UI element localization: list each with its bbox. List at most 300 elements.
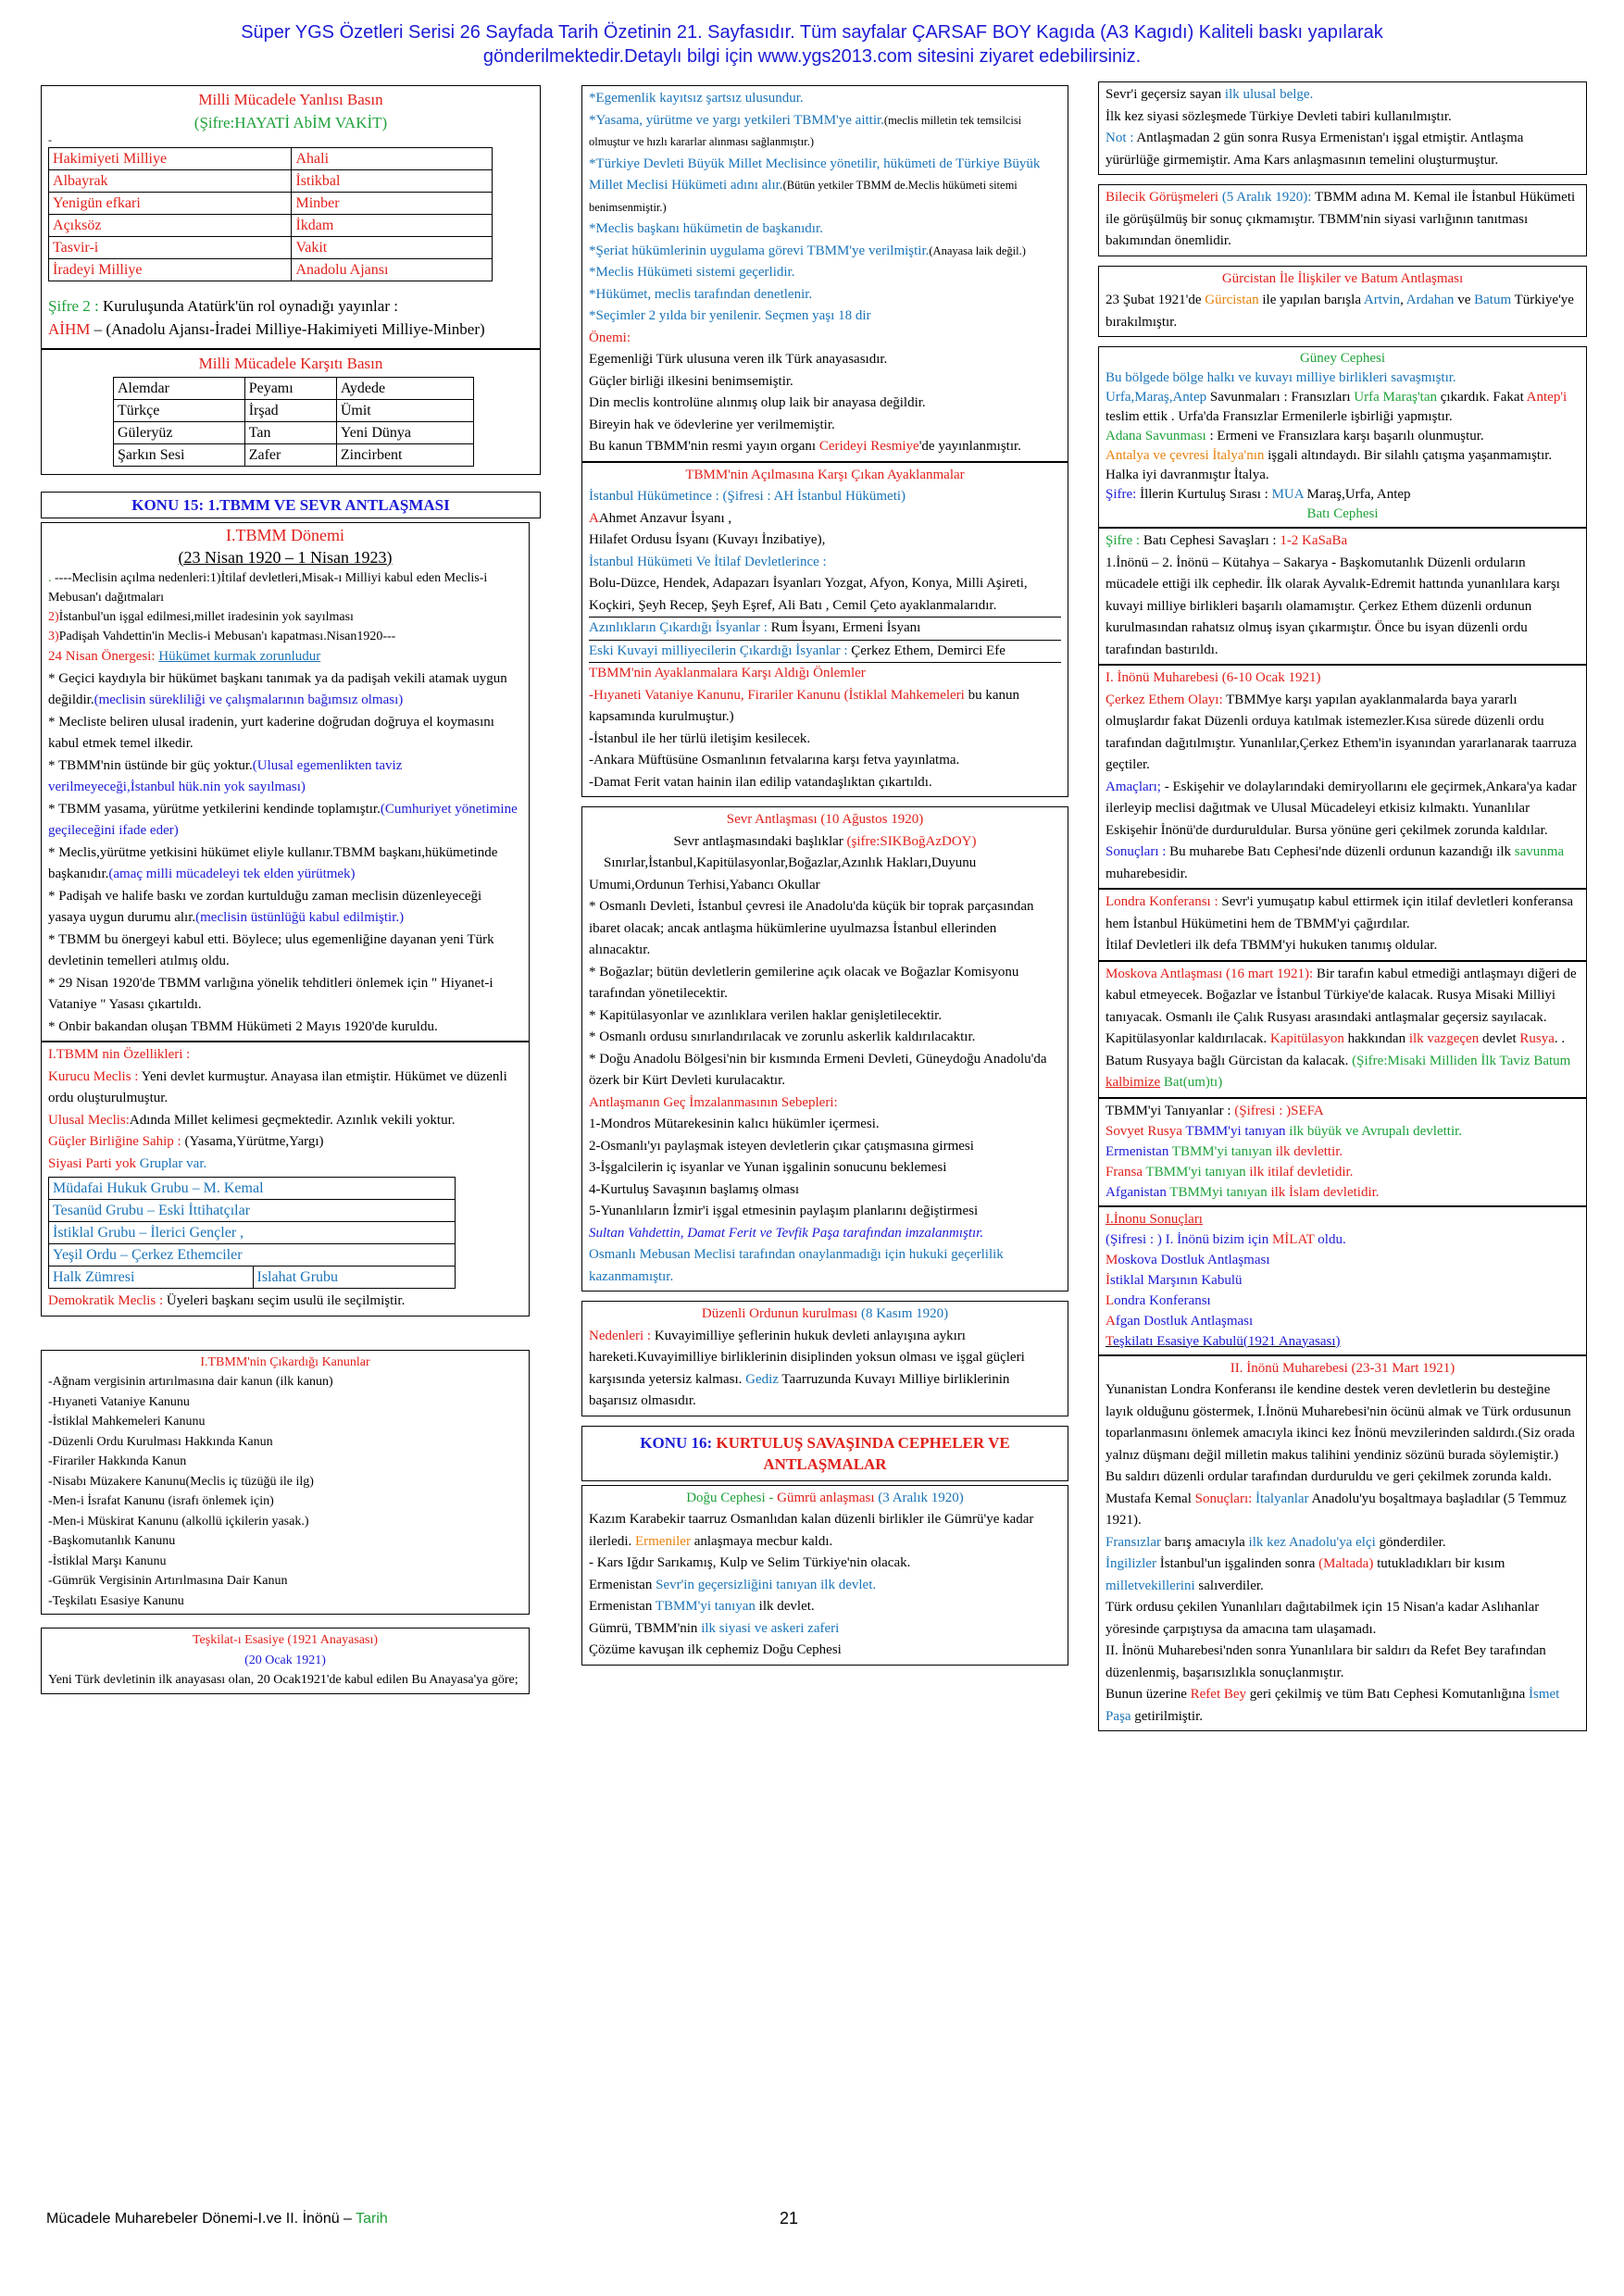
- cerideyi-line: [589, 436, 1061, 458]
- grup-row: [49, 1178, 456, 1200]
- col3-guney-l3b: : Ermeni ve Fransızlara karşı başarılı olunmuştur.: [1206, 429, 1484, 443]
- basin-sifre: (Şifre:HAYATİ AbİM VAKİT): [194, 114, 388, 131]
- tbmm-bullet: * Geçici kaydıyla bir hükümet başkanı tanımak ya da padişah vekili atamak uygun değildir.(meclisin sürekliliği ve çalışmalarının bağımsız olması): [48, 670, 507, 707]
- gurcistan-text: [1106, 290, 1580, 333]
- tbmm-donemi-box: [41, 522, 530, 1042]
- inonu2-title: II. İnönü Muharebesi (23-31 Mart 1921): [1230, 1360, 1455, 1376]
- col3-guney-l2f: teslim ettik . Urfa'da Fransızlar Ermenilerle işbirliği yapmıştır.: [1106, 409, 1453, 424]
- col3-bati-s1c: 1-2 KaSaBa: [1280, 533, 1348, 548]
- footer-left-b: Tarih: [356, 2211, 388, 2227]
- eski-line: [589, 640, 1061, 663]
- teskilat-date: (20 Ocak 1921): [244, 1653, 326, 1667]
- basin-row: İradeyi Milliye Anadolu Ajansı: [49, 259, 493, 281]
- sevr2-not: [1106, 128, 1580, 171]
- col3-inonu2-t4e: milletvekillerini: [1106, 1578, 1195, 1593]
- sevr-baslik2: Sınırlar,İstanbul,Kapitülasyonlar,Boğazlar,Azınlık Hakları,Duyunu Umumi,Ordunun Terhisi,Yabancı Okullar: [589, 855, 977, 892]
- teskilat-title: Teşkilat-ı Esasiye (1921 Anayasası): [192, 1633, 379, 1647]
- inonusonuc-item: İstiklal Marşının Kabulü: [1106, 1272, 1243, 1288]
- karsiti-cell: Tan: [244, 422, 336, 444]
- ayak-ist-2: [589, 530, 1061, 552]
- demo-line: [48, 1291, 522, 1313]
- onemi-line: Egemenliği Türk ulusuna veren ilk Türk anayasasıdır.: [589, 352, 888, 367]
- bati-t1: 1.İnönü – 2. İnönü – Kütahya – Sakarya - Başkomutanlık Düzenli orduların mücadele ettiği ilk cephedir. İlk olarak Ayvalık-Edremit hattında yunanlılara karşı kuvayi milliye birlikleri başarılı olamamıştır. Çerkez Ethem düzenli ordunun kurulmasından rahatsız olmuş isyan çıkarmıştır. Önce bu isyan düzenli ordu tarafından bastırıldı.: [1106, 555, 1560, 657]
- tanyanlar-box: [1098, 1098, 1587, 1206]
- onemi-lines: [589, 349, 1061, 436]
- kanunlar-title: I.TBMM'nin Çıkardığı Kanunlar: [200, 1354, 370, 1369]
- gec-line: 1-Mondros Mütarekesinin kalıcı hükümler içermesi.: [589, 1117, 880, 1131]
- sevr2-t1: [1106, 84, 1580, 106]
- inonu2-t2: [1106, 1466, 1580, 1532]
- milli-mucadele-yanlisi-basin-box: [41, 85, 541, 349]
- basin-row: Açıksöz İkdam: [49, 215, 493, 237]
- col3-guney-l2a: Urfa,Maraş,Antep: [1106, 390, 1207, 405]
- col2-dogu-t5b: ilk siyasi ve askeri zaferi: [701, 1620, 840, 1636]
- onlem-1-b: bu kanun kapsamında kurulmuştur.): [589, 687, 1020, 724]
- dogu-title-c: (3 Aralık 1920): [874, 1490, 964, 1505]
- onlem-1: [589, 685, 1061, 729]
- col3-gurcistan-td: Artvin: [1363, 293, 1401, 307]
- tbmm-bullets: [48, 668, 522, 1039]
- karsiti-cell: Yeni Dünya: [336, 422, 473, 444]
- kanun-item: -Hıyaneti Vataniye Kanunu: [48, 1394, 190, 1409]
- gurcistan-box: [1098, 266, 1587, 338]
- grup-row: [49, 1267, 456, 1289]
- footer-left: Mücadele Muharebeler Dönemi-I.ve II. İnönü –: [46, 2211, 356, 2227]
- bati-cephesi-box: [1098, 528, 1587, 665]
- konu-15-heading: KONU 15: 1.TBMM VE SEVR ANTLAŞMASI: [41, 492, 541, 518]
- tanyan-l2: [1106, 1142, 1580, 1162]
- col3-inonu2-t2b: Sonuçları:: [1194, 1491, 1253, 1506]
- sevr-baslik: [589, 831, 1061, 854]
- sifre2-label: Şifre 2 :: [48, 297, 99, 315]
- moskova-title: Moskova Antlaşması (16 mart 1921):: [1106, 966, 1314, 981]
- inonu1-so: [1106, 842, 1580, 885]
- gec-lines: [589, 1114, 1061, 1223]
- inonu1-am: [1106, 777, 1580, 842]
- bilecik-title: Bilecik Görüşmeleri: [1106, 190, 1219, 205]
- bilecik-box: [1098, 184, 1587, 256]
- onemi-title: Önemi:: [589, 330, 631, 345]
- karsiti-cell: Güleryüz: [114, 422, 245, 444]
- col3-inonu2-t7b: Refet Bey: [1190, 1687, 1247, 1702]
- karsiti-cell: Alemdar: [114, 378, 245, 400]
- dogu-cephesi-box: [581, 1485, 1068, 1666]
- ayaklanmalar-box: [581, 462, 1068, 798]
- onerge-label: 24 Nisan Önergesi:: [48, 649, 156, 664]
- col3-inonu1-so-l: Sonuçları :: [1106, 844, 1167, 859]
- ayak-ist-1-text: Ahmet Anzavur İsyanı ,: [598, 510, 732, 526]
- col3-inonu2-t4c: (Maltada): [1318, 1556, 1374, 1571]
- demo-label: Demokratik Meclis :: [48, 1293, 164, 1308]
- col3-sevr2-t1a: Sevr'i geçersiz sayan: [1106, 87, 1225, 102]
- demo-text: Üyeleri başkanı seçim usulü ile seçilmiştir.: [163, 1293, 406, 1308]
- anayasa-item: *Türkiye Devleti Büyük Millet Meclisince yönetilir, hükümeti de Türkiye Büyük Millet Meclisi Hükümeti adını alır.(Bütün yetkiler TBMM de.Meclis hükümeti sitemi benimsenmiştir.): [589, 156, 1041, 214]
- kurucu-label: Kurucu Meclis :: [48, 1068, 139, 1084]
- halk-zumresi: Halk Zümresi: [49, 1267, 254, 1289]
- aihm-code: AİHM: [48, 320, 91, 338]
- sevr-line: * Doğu Anadolu Bölgesi'nin bir kısmında Ermeni Devleti, Güneydoğu Anadolu'da özerk bir Kürt Devleti kurulacaktır.: [589, 1051, 1047, 1088]
- col3-inonu1-ce-t: TBMMye karşı yapılan ayaklanmalarda baya yararlı olmuşlardır fakat Düzenli orduya katılmak istemezler.Kısa sürede düzenli ordu tarafından dağıtılmıştır. Yunanlılar,Çerkez Ethem'in isyanından yararlanarak taarruza geçtiler.: [1106, 692, 1577, 772]
- karsiti-table: [113, 377, 474, 467]
- kanun-item: -Teşkilatı Esasiye Kanunu: [48, 1593, 184, 1608]
- kanun-item: -Men-i İsrafat Kanunu (israfı önlemek için): [48, 1494, 274, 1508]
- sevr-sultan: Sultan Vahdettin, Damat Ferit ve Tevfik Paşa tarafından imzalanmıştır.: [589, 1225, 984, 1241]
- col2-dogu-t5a: Gümrü, TBMM'nin: [589, 1620, 702, 1636]
- basin-row: Tasvir-i Vakit: [49, 237, 493, 259]
- col3-tanyan-l4a: Afganistan: [1106, 1184, 1170, 1200]
- onlem-label: TBMM'nin Ayaklanmalara Karşı Aldığı Önlemler: [589, 662, 1061, 685]
- sifre2-text: Kuruluşunda Atatürk'ün rol oynadığı yayınlar :: [98, 297, 398, 315]
- col3-inonu1-so-c: muharebesidir.: [1106, 866, 1188, 881]
- kurucu-text: Yeni devlet kurmuştur. Anayasa ilan etmiştir. Hükümet ve düzenli ordu oluşturulmuştur.: [48, 1068, 507, 1105]
- duzenli-gediz: Gediz: [745, 1371, 779, 1387]
- col3-moskova-t2d: Rusya: [1519, 1031, 1555, 1046]
- onerge-value: Hükümet kurmak zorunludur: [158, 649, 321, 664]
- sevr-mebusan: Osmanlı Mebusan Meclisi tarafından onaylanmadığı için hukuki geçerlilik kazanmamıştır.: [589, 1247, 1004, 1284]
- kanun-item: -Firariler Hakkında Kanun: [48, 1454, 187, 1468]
- tbmm-bullet: * Padişah ve halife baskı ve zordan kurtulduğu zaman meclisin düzenleyeceği yasaya uygun durumu alır.(meclisin üstünlüğü kabul edilmiştir.): [48, 888, 482, 925]
- tbmm-bullet: * TBMM'nin üstünde bir güç yoktur.(Ulusal egemenlikten taviz verilmeyeceği,İstanbul hük.nin yok sayılması): [48, 757, 403, 794]
- basin-dash: -: [48, 133, 52, 146]
- dogu-title-b: Gümrü anlaşması: [777, 1490, 875, 1505]
- tanyan-l3: [1106, 1162, 1580, 1182]
- col3-inonusonuc-sif2: oldu.: [1314, 1231, 1346, 1247]
- sevr-title: [589, 809, 1061, 831]
- guney-title: Güney Cephesi: [1299, 351, 1386, 366]
- col3-guney-l2c: Urfa Maraş'tan: [1354, 390, 1438, 405]
- guc-line: [48, 1131, 522, 1154]
- sevr2-t2: İlk kez siyasi sözleşmede Türkiye Devleti tabiri kullanılmıştır.: [1106, 108, 1452, 124]
- col3-inonu1-so-t: Bu muharebe Batı Cephesi'nde düzenli ordunun kazandığı ilk: [1166, 844, 1515, 859]
- inonusonuc-item: Teşkilatı Esasiye Kabulü(1921 Anayasası): [1106, 1333, 1341, 1349]
- inonusonuc-item: Londra Konferansı: [1106, 1292, 1211, 1308]
- col3-gurcistan-ta: 23 Şubat 1921'de: [1106, 293, 1206, 307]
- onlem-2: -İstanbul ile her türlü iletişim kesilecek.: [589, 730, 811, 746]
- column-3: [1098, 85, 1587, 1741]
- kanunlar-list: [48, 1372, 522, 1611]
- col3-moskova-t2f: (Şifre:: [1352, 1053, 1388, 1068]
- guney-l5: [1106, 485, 1580, 505]
- col3-moskova-t2g: Misaki Milliden İlk Taviz Batum: [1387, 1053, 1571, 1068]
- dogu-t1: [589, 1509, 1061, 1553]
- col3-gurcistan-th: Batum: [1474, 293, 1512, 307]
- col3-guney-l5a: Şifre:: [1106, 487, 1137, 502]
- col3-tanyan-l4c: ilk İslam devletidir.: [1267, 1184, 1380, 1200]
- inonu-sonuclari-box: [1098, 1206, 1587, 1355]
- col3-gurcistan-ti: Türkiye'ye bırakılmıştır.: [1106, 293, 1574, 330]
- tbmm-bullet: * Meclis,yürütme yetkisini hükümet eliyle kullanır.TBMM başkanı,hükümetinde başkanıdır.(amaç milli mücadeleyi tek elden yürütmek): [48, 844, 498, 881]
- karsiti-cell: İrşad: [244, 400, 336, 422]
- col3-gurcistan-tf: Ardahan: [1405, 293, 1455, 307]
- moskova-box: [1098, 961, 1587, 1098]
- aihm-rest: – (Anadolu Ajansı-İradei Milliye-Hakimiyeti Milliye-Minber): [90, 320, 485, 338]
- londra-text: Sevr'i yumuşatıp kabul ettirmek için itilaf devletleri konferansa hem İstanbul Hükümetini hem de TBMM'yi çağırdılar.: [1106, 894, 1574, 931]
- col3-inonu2-t4d: tutukladıkları bir kısım: [1373, 1556, 1505, 1571]
- col2-dogu-t4a: Ermenistan: [589, 1599, 656, 1614]
- kanun-item: -Başkomutanlık Kanunu: [48, 1534, 176, 1548]
- col3-guney-l5b: İllerin Kurtuluş Sırası :: [1136, 487, 1272, 502]
- onemi-line: Din meclis kontrolüne alınmış olup laik bir anayasa değildir.: [589, 395, 926, 410]
- anayasa-box: [581, 85, 1068, 462]
- col3-tanyan-l1c: ilk büyük ve Avrupalı devlettir.: [1285, 1123, 1463, 1139]
- ayak-itilaf-label: İstanbul Hükümeti Ve İtilaf Devletlerince :: [589, 554, 827, 569]
- kanunlar-box: [41, 1350, 530, 1616]
- londra-t2: İtilaf Devletleri ilk defa TBMM'yi hukuken tanımış oldular.: [1106, 938, 1438, 953]
- azinlik-text: Rum İsyanı, Ermeni İsyanı: [767, 620, 921, 635]
- anayasa-item: *Egemenlik kayıtsız şartsız ulusundur.: [589, 91, 804, 106]
- col3-inonu1-ce-l: Çerkez Ethem Olayı:: [1106, 692, 1223, 707]
- col3-tanyan-l2c: ilk devlettir.: [1271, 1143, 1343, 1159]
- col3-inonu2-t2a: Bu saldırı düzenli ordular tarafından durduruldu ve geri çekilmek zorunda kaldı. Mustafa Kemal: [1106, 1469, 1552, 1506]
- dogu-title-a: Doğu Cephesi -: [686, 1490, 778, 1505]
- londra-title: Londra Konferansı :: [1106, 894, 1218, 909]
- siyasi-label: Siyasi Parti yok: [48, 1155, 137, 1171]
- inonu-1-box: [1098, 665, 1587, 889]
- col3-gurcistan-tc: ile yapılan barışla: [1258, 293, 1364, 307]
- duzenli-ned-label: Nedenleri :: [589, 1328, 652, 1343]
- anayasa-item: *Yasama, yürütme ve yargı yetkileri TBMM'ye aittir.(meclis milletin tek temsilcisi olmuştur ve hızlı kararlar alınması sağlanmıştır.): [589, 112, 1022, 148]
- page-footer: [46, 2211, 388, 2227]
- onemi-line: Bireyin hak ve ödevlerine yer verilmemiştir.: [589, 417, 835, 432]
- grup-cell: Yeşil Ordu – Çerkez Ethemciler: [49, 1244, 456, 1267]
- bati-title: Batı Cephesi: [1306, 506, 1379, 521]
- col2-dogu-t1c: anlaşmaya mecbur kaldı.: [690, 1533, 833, 1549]
- column-2: [581, 85, 1068, 1675]
- sevr-line: * Kapitülasyonlar ve azınlıklara verilen haklar genişletilecektir.: [589, 1007, 943, 1023]
- kanun-item: -Ağnam vergisinin artırılmasına dair kanun (ilk kanun): [48, 1375, 333, 1389]
- col3-inonusonuc-milat: MİLAT: [1271, 1231, 1315, 1247]
- londra-box: [1098, 889, 1587, 961]
- anayasa-item: *Seçimler 2 yılda bir yenilenir. Seçmen yaşı 18 dir: [589, 308, 871, 323]
- col3-gurcistan-tb: Gürcistan: [1205, 293, 1259, 307]
- page-number: 21: [780, 2209, 799, 2227]
- col3-inonu2-t2d: Anadolu'yu boşaltmaya başladılar (5 Temmuz 1921).: [1106, 1491, 1567, 1528]
- ayak-ist-2-text: Hilafet Ordusu İsyanı (Kuvayı İnzibatiye),: [589, 532, 826, 547]
- guc-text: (Yasama,Yürütme,Yargı): [181, 1134, 324, 1149]
- duzenli-title-line: [589, 1304, 1061, 1326]
- karsiti-cell: Aydede: [336, 378, 473, 400]
- tbmm-bullet: * Onbir bakandan oluşan TBMM Hükümeti 2 Mayıs 1920'de kuruldu.: [48, 1018, 438, 1034]
- col3-tanyan-l1a: Sovyet Rusya: [1106, 1123, 1186, 1139]
- dogu-title: [589, 1488, 1061, 1510]
- inonu2-t4: [1106, 1554, 1580, 1597]
- inonu2-t3: [1106, 1532, 1580, 1554]
- anayasa-item: *Hükümet, meclis tarafından denetlenir.: [589, 286, 813, 302]
- bati-s1: [1106, 530, 1580, 553]
- header-line-1: Süper YGS Özetleri Serisi 26 Sayfada Tarih Özetinin 21. Sayfasıdır. Tüm sayfalar ÇARSAF BOY Kagıda (A3 Kagıdı) Kaliteli baskı yapılarak: [241, 22, 1383, 43]
- islahat-grubu: Islahat Grubu: [253, 1267, 456, 1289]
- col2-dogu-t3b: Sevr'in geçersizliğini tanıyan ilk devlet.: [656, 1577, 877, 1592]
- col3-tanyan-l3c: ilk itilaf devletidir.: [1245, 1164, 1354, 1179]
- gec-line: 4-Kurtuluş Savaşının başlamış olması: [589, 1181, 800, 1197]
- karsiti-row: [114, 444, 474, 467]
- tanyan-l1: [1106, 1121, 1580, 1142]
- karsiti-cell: Ümit: [336, 400, 473, 422]
- karsiti-cell: Zincirbent: [336, 444, 473, 467]
- grup-row: [49, 1222, 456, 1244]
- tbmm-reason: . ----Meclisin açılma nedenleri:1)İtilaf devletleri,Misak-ı Milliyi kabul eden Meclis-i Mebusan'ı dağıtmaları: [48, 571, 488, 605]
- sevr-box: [581, 806, 1068, 1292]
- gec-line: 2-Osmanlı'yı paylaşmak isteyen devletlerin çıkar çatışmasına girmesi: [589, 1138, 974, 1154]
- kanun-item: -Gümrük Vergisinin Artırılmasına Dair Kanun: [48, 1574, 288, 1588]
- inonu2-t1: Yunanistan Londra Konferansı ile kendine destek veren devletlerin bu desteğine layık olduğunu göstermek, I.İnönü Muharebesi'nin öcünü almak ve Türk ordusunun toparlanmasını önlemek amacıyla ikinci kez İnönü mevzilerinden saldırdı.(Siz orada yalnız düşmanı değil milletin makus talihini yendiniz sözünü burada söylemiştir.): [1106, 1382, 1575, 1463]
- ulusal-text: Adında Millet kelimesi geçmektedir. Azınlık vekili yoktur.: [129, 1112, 456, 1128]
- duzenli-text: [589, 1326, 1061, 1413]
- col3-tanyan-title-a: TBMM'yi Tanıyanlar :: [1106, 1103, 1235, 1118]
- tbmm-bullet: * TBMM bu önergeyi kabul etti. Böylece; ulus egemenliğine dayanan yeni Türk devletinin temelleri atılmış oldu.: [48, 931, 494, 968]
- guney-l1: Bu bölgede bölge halkı ve kuvayı milliye birlikleri savaşmıştır.: [1106, 370, 1456, 385]
- col3-inonu1-so-b: savunma: [1514, 844, 1565, 859]
- kanun-item: -Men-i Müskirat Kanunu (alkollü içkilerin yasak.): [48, 1514, 309, 1529]
- cerideyi-b: Cerideyi Resmiye: [818, 439, 919, 454]
- sevr-gecersiz-box: [1098, 81, 1587, 175]
- col3-guney-l5d: Maraş,Urfa, Antep: [1303, 487, 1411, 502]
- guney-cephesi-box: [1098, 346, 1587, 528]
- page-header: [0, 20, 1624, 69]
- tbmm-reason: 2)İstanbul'un işgal edilmesi,millet iradesinin yok sayılması: [48, 610, 354, 624]
- col3-inonu2-t3a: Fransızlar: [1106, 1534, 1161, 1550]
- sevr-lines: [589, 896, 1061, 1092]
- col3-bati-s1a: Şifre :: [1106, 533, 1141, 548]
- ulusal-line: [48, 1110, 522, 1132]
- dogu-t5: [589, 1618, 1061, 1641]
- kanun-item: -İstiklal Marşı Kanunu: [48, 1554, 167, 1568]
- inonu2-t6: II. İnönü Muharebesi'nden sonra Yunanlılara bir saldırı da Refet Bey tarafından düzenlenmiş, başarısızlıkla sonuçlanmıştır.: [1106, 1643, 1546, 1680]
- sevr-baslik-text: Sevr antlaşmasındaki başlıklar: [673, 833, 847, 849]
- bilecik-date: (5 Aralık 1920):: [1218, 190, 1312, 205]
- basin-table: [48, 147, 493, 281]
- col3-tanyan-l1b: TBMM'yi tanıyan: [1185, 1123, 1286, 1139]
- basin-row: Yenigün efkari Minber: [49, 193, 493, 215]
- onlem-3: -Ankara Müftüsüne Osmanlının fetvalarına karşı fetva yayınlatma.: [589, 753, 960, 767]
- anayasa-items: [589, 88, 1061, 328]
- azinlik-line: [589, 617, 1061, 640]
- inonu1-ce: [1106, 690, 1580, 777]
- grup-cell: Tesanüd Grubu – Eski İttihatçılar: [49, 1200, 456, 1222]
- grup-row: [49, 1244, 456, 1267]
- sevr-line: * Osmanlı Devleti, İstanbul çevresi ile Anadolu'da küçük bir toprak parçasından ibaret olacak; ancak antlaşma hükümlerine uyulmazsa İstanbul ellerinden alınacaktır.: [589, 899, 1034, 957]
- bilecik-text: TBMM adına M. Kemal ile İstanbul Hükümeti ile görüşülmüş bir sonuç çıkmamıştır. TBMM'nin siyasi varlığının tanıtması bakımından önemlidir.: [1106, 190, 1576, 248]
- col3-moskova-t2a: hakkından: [1343, 1031, 1409, 1046]
- header-line-2: gönderilmektedir.Detaylı bilgi için www.ygs2013.com sitesini ziyaret edebilirsiniz.: [482, 46, 1142, 67]
- grup-row: [49, 1200, 456, 1222]
- basin-row: Albayrak İstikbal: [49, 170, 493, 193]
- col3-tanyan-l3b: TBMM'yi tanıyan: [1145, 1164, 1246, 1179]
- col3-guney-l2b: Savunmaları : Fransızları: [1206, 390, 1355, 405]
- col3-inonu2-t4b: İstanbul'un işgalinden sonra: [1156, 1556, 1319, 1571]
- guc-label: Güçler Birliğine Sahip :: [48, 1134, 181, 1149]
- inonusonuc-title: I.İnonu Sonuçları: [1106, 1211, 1203, 1227]
- col3-inonu2-t4f: salıverdiler.: [1194, 1578, 1264, 1593]
- col3-moskova-t2h: kalbimize: [1106, 1075, 1161, 1090]
- cerideyi-c: 'de yayınlanmıştır.: [918, 439, 1021, 454]
- konu16-a: KONU 16:: [640, 1433, 717, 1452]
- col3-tanyan-l3a: Fransa: [1106, 1164, 1146, 1179]
- karsiti-cell: Türkçe: [114, 400, 245, 422]
- sevr-line: * Osmanlı ordusu sınırlandırılacak ve zorunlu askerlik kaldırılacaktır.: [589, 1029, 976, 1044]
- gec-label: Antlaşmanın Geç İmzalanmasının Sebepleri:: [589, 1094, 838, 1110]
- col3-guney-l2d: çıkardık. Fakat: [1437, 390, 1527, 405]
- cerideyi-a: Bu kanun TBMM'nin resmi yayın organı: [589, 439, 819, 454]
- tbmm-bullet: * 29 Nisan 1920'de TBMM varlığına yönelik tehditleri önlemek için " Hiyanet-i Vataniye " Yasası çıkartıldı.: [48, 975, 493, 1012]
- col2-dogu-t1a: Kazım Karabekir taarruz Osmanlıdan kalan düzenli birlikler ile Gümrü'ye kadar ilerledi.: [589, 1512, 1034, 1549]
- milli-mucadele-karsiti-basin-box: [41, 349, 541, 475]
- col3-moskova-t2e: . . Batum Rusyaya bağlı Gürcistan da kalacak.: [1106, 1031, 1566, 1068]
- tbmm-reasons: [48, 568, 522, 646]
- col3-tanyan-title-b: (Şifresi : )SEFA: [1234, 1103, 1324, 1118]
- karsiti-cell: Zafer: [244, 444, 336, 467]
- col2-dogu-t1b: Ermeniler: [634, 1533, 691, 1549]
- sevr-title-text: Sevr Antlaşması (10 Ağustos 1920): [726, 812, 924, 827]
- inonu-2-box: [1098, 1355, 1587, 1732]
- gec-line: 3-İşgalcilerin iç isyanlar ve Yunan işgalinin sonucunu beklemesi: [589, 1160, 947, 1175]
- col3-sevr2-not-l: Not :: [1106, 131, 1134, 145]
- ayak-ist-1: AAhmet Anzavur İsyanı ,: [589, 510, 732, 526]
- col3-inonu2-t7a: Bunun üzerine: [1106, 1687, 1191, 1702]
- tanyan-l4: [1106, 1182, 1580, 1203]
- ayak-ist-label: İstanbul Hükümetince : (Şifresi : AH İstanbul Hükümeti): [589, 489, 906, 504]
- kanun-item: -Düzenli Ordu Kurulması Hakkında Kanun: [48, 1434, 273, 1449]
- anayasa-item: *Meclis başkanı hükümetin de başkanıdır.: [589, 221, 823, 236]
- inonu2-t7: [1106, 1684, 1580, 1728]
- anayasa-item: *Şeriat hükümlerinin uygulama görevi TBMM'ye verilmiştir.(Anayasa laik değil.): [589, 243, 1026, 258]
- inonu2-t5: Türk ordusu çekilen Yunanlıları dağıtabilmek için 15 Nisan'a kadar Aslıhanlar yöresinde çarpıştıysa da amacına tam ulaşamadı.: [1106, 1600, 1540, 1637]
- karsiti-row: [114, 422, 474, 444]
- konu-16-heading: [581, 1426, 1068, 1481]
- tbmm-reason: 3)Padişah Vahdettin'in Meclis-i Mebusan'ı kapatması.Nisan1920---: [48, 630, 396, 643]
- inonusonuc-item: Moskova Dostluk Antlaşması: [1106, 1252, 1270, 1267]
- teskilat-text: Yeni Türk devletinin ilk anayasası olan, 20 Ocak1921'de kabul edilen Bu Anayasa'ya göre;: [48, 1673, 518, 1687]
- guney-l3: [1106, 427, 1580, 446]
- col3-inonu1-am-t: - Eskişehir ve dolaylarındaki demiryollarını ele geçirmek,Ankara'ya kadar ilerleyip meclisi dağıtmak ve Ulusal Mücadeleyi etkisiz kılmaktı. Yunanlılar Eskişehir İnönü'de durduruldular. Bursa yönüne geri çekilmek zorunda kaldılar.: [1106, 779, 1577, 838]
- col3-inonu2-t2c: İtalyanlar: [1252, 1491, 1309, 1506]
- col3-moskova-t2i: Bat(um)tı): [1160, 1075, 1223, 1090]
- onerge-line: [48, 646, 522, 668]
- col3-inonu2-t7d: İsmet Paşa: [1106, 1687, 1560, 1724]
- col3-inonu2-t4a: İngilizler: [1106, 1556, 1156, 1571]
- tbmm-bullet: * Mecliste beliren ulusal iradenin, yurt kaderine doğrudan doğruya el koymasını kabul etmek temel ilkedir.: [48, 714, 494, 751]
- gurcistan-title: Gürcistan İle İlişkiler ve Batum Antlaşması: [1221, 270, 1464, 286]
- col3-inonu2-t7e: getirilmiştir.: [1131, 1708, 1203, 1724]
- aihm-line: [48, 318, 533, 341]
- duzenli-ned-text: Kuvayimilliye şeflerinin hukuk devleti anlayışına aykırı hareketi.Kuvayimilliye birliklerinin disiplinden yoksun olması ve işgal güçleri karşısında yetersiz kalması.: [589, 1328, 1025, 1387]
- eski-label: Eski Kuvayi milliyecilerin Çıkardığı İsyanlar :: [589, 643, 848, 658]
- grup-cell: İstiklal Grubu – İlerici Gençler ,: [49, 1222, 456, 1244]
- inonusonuc-items: [1106, 1250, 1580, 1352]
- col3-guney-l5c: MUA: [1271, 487, 1304, 502]
- inonu1-title: I. İnönü Muharebesi (6-10 Ocak 1921): [1106, 670, 1321, 685]
- guney-l2: [1106, 388, 1580, 427]
- col3-inonu2-t3b: barış amacıyla: [1160, 1534, 1249, 1550]
- siyasi-line: [48, 1154, 522, 1176]
- karsiti-row: [114, 378, 474, 400]
- dogu-t2: - Kars Iğdır Sarıkamış, Kulp ve Selim Türkiye'nin olacak.: [589, 1555, 911, 1570]
- col2-dogu-t4c: ilk devlet.: [755, 1599, 815, 1614]
- col3-moskova-t1b: Kapitülasyon: [1269, 1031, 1344, 1046]
- col2-dogu-t4b: TBMM'yi tanıyan: [655, 1599, 756, 1614]
- karsiti-row: [114, 400, 474, 422]
- onlem-1-a: -Hıyaneti Vataniye Kanunu, Firariler Kanunu (İstiklal Mahkemeleri: [589, 687, 965, 703]
- inonusonuc-sifre: [1106, 1229, 1580, 1250]
- sevr-line: * Boğazlar; bütün devletlerin gemilerine açık olacak ve Boğazlar Komisyonu tarafından yönetilecektir.: [589, 964, 1019, 1001]
- col3-tanyan-l2a: Ermenistan: [1106, 1143, 1172, 1159]
- tbmm-dates: (23 Nisan 1920 – 1 Nisan 1923): [178, 547, 393, 567]
- sevr-sifre: (şifre:SIKBoğAzDOY): [846, 833, 977, 849]
- moskova-t1: Bir tarafın kabul etmediği antlaşmayı diğeri de kabul etmeyecek. Boğazlar ve İstanbul Türkiye'de kalacak. Rusya Misaki Milliyi tanıyacak. Osmanlı ile Çalık Rusyası arasındaki antlaşmalar geçersiz sayılacak. Kapitülasyonlar kaldırılacak.: [1106, 966, 1577, 1046]
- col3-inonusonuc-sif: (Şifresi : ) I. İnönü bizim için: [1106, 1231, 1272, 1247]
- col3-inonu2-t3c: ilk kez Anadolu'ya elçi: [1248, 1534, 1376, 1550]
- tanyan-title: [1106, 1101, 1580, 1121]
